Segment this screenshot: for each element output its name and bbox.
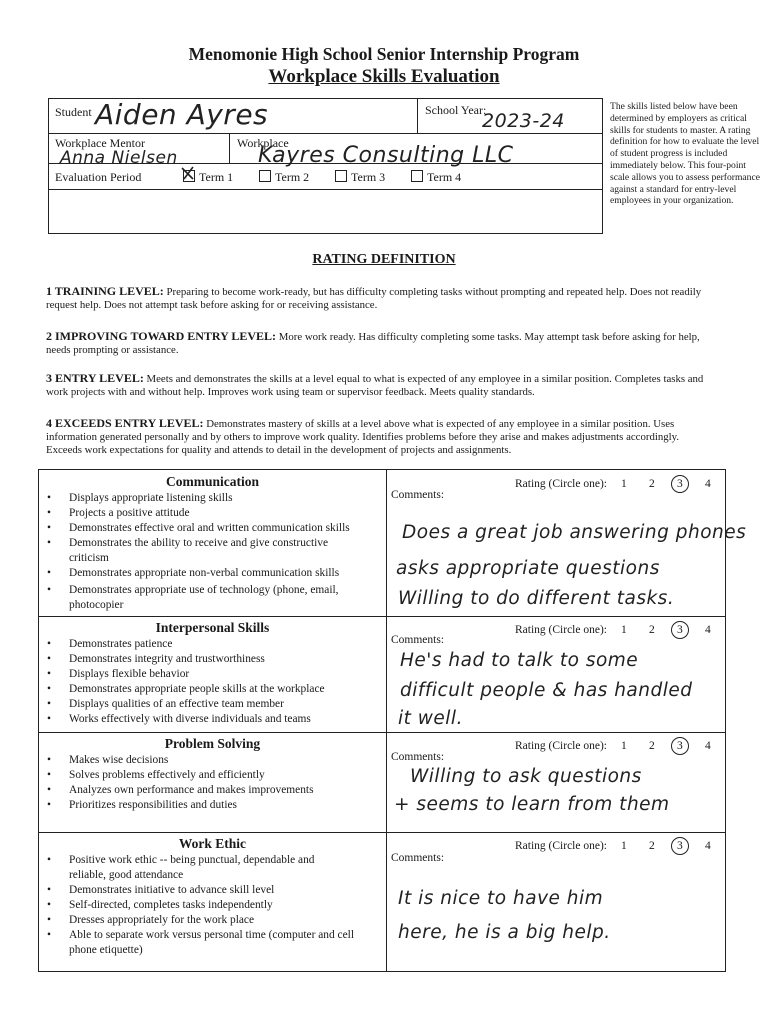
rating-option-4[interactable]: 4 [704,740,711,752]
school-year-value: 2023-24 [482,110,565,132]
program-title: Menomonie High School Senior Internship Program [188,44,580,64]
comment-line: asks appropriate questions [396,558,660,579]
comment-line: it well. [398,708,463,729]
rating-option-4[interactable]: 4 [704,478,711,490]
list-item: • Demonstrates integrity and trustworthiness [47,652,387,667]
term-2-label: Term 2 [275,170,310,184]
rating-level-2 [46,330,716,357]
list-item: • Demonstrates appropriate use of technology (phone, email, photocopier [47,583,359,613]
rating-option-3-circled[interactable]: 3 [671,737,689,755]
term-1-option[interactable] [183,170,233,185]
list-item: • Solves problems effectively and efficiently [47,768,387,783]
rating-option-1[interactable]: 1 [620,478,627,490]
workplace-label: Workplace [237,136,289,150]
rating-option-2[interactable]: 2 [648,740,655,752]
rating-level-1 [46,285,716,312]
evaluation-period-label: Evaluation Period [55,170,142,184]
level-1-text: Preparing to become work-ready, but has difficulty completing tasks without prompting and repeated help. Does not readily request help. Does not attempt task before asking for or receiving assistance. [46,286,702,311]
list-item: • Able to separate work versus personal time (computer and cell phone etiquette) [47,928,369,958]
communication-rating[interactable] [515,475,722,493]
term-2-checkbox[interactable] [259,170,271,182]
list-item: • Demonstrates initiative to advance skill level [47,883,387,898]
list-item: • Displays qualities of an effective team member [47,697,387,712]
list-item: • Analyzes own performance and makes improvements [47,783,387,798]
level-4-heading: 4 EXCEEDS ENTRY LEVEL: [46,416,204,430]
list-item: • Displays flexible behavior [47,667,387,682]
rating-label: Rating (Circle one): [515,478,607,490]
interpersonal-rating[interactable] [515,621,722,639]
comment-line: Willing to ask questions [410,766,642,787]
rating-option-3-circled[interactable]: 3 [671,475,689,493]
rating-option-4[interactable]: 4 [704,624,711,636]
communication-list [47,491,387,613]
list-item: • Demonstrates the ability to receive and give constructive criticism [47,536,344,566]
list-item: • Demonstrates appropriate non-verbal communication skills [47,566,387,581]
comment-line: here, he is a big help. [398,922,611,943]
level-1-heading: 1 TRAINING LEVEL: [46,284,164,298]
rating-option-1[interactable]: 1 [620,624,627,636]
work-ethic-rating[interactable] [515,837,722,855]
term-3-option[interactable] [335,170,385,185]
comment-line: He's had to talk to some [400,650,639,671]
student-label: Student [55,105,92,119]
rating-label: Rating (Circle one): [515,840,607,852]
list-item: • Works effectively with diverse individuals and teams [47,712,387,727]
list-item: • Demonstrates patience [47,637,387,652]
rating-level-3 [46,372,716,399]
rating-option-2[interactable]: 2 [648,624,655,636]
term-3-label: Term 3 [351,170,386,184]
level-2-text: More work ready. Has difficulty completing some tasks. May attempt task before asking for help, needs prompting or assistance. [46,331,700,356]
mentor-label: Workplace Mentor [55,136,145,150]
work-ethic-title: Work Ethic [178,836,247,851]
skills-table [38,469,726,972]
term-4-option[interactable] [411,170,461,185]
mentor-name-value: Anna Nielsen [60,148,178,168]
school-year-label: School Year: [425,103,487,117]
workplace-value: Kayres Consulting LLC [258,143,514,168]
problem-solving-comments-label: Comments: [391,751,445,763]
checkmark-icon [181,166,195,180]
list-item: • Positive work ethic -- being punctual, dependable and reliable, good attendance [47,853,339,883]
list-item: • Makes wise decisions [47,753,387,768]
work-ethic-comments-label: Comments: [391,852,445,864]
list-item: • Prioritizes responsibilities and duties [47,798,387,813]
term-4-checkbox[interactable] [411,170,423,182]
level-3-text: Meets and demonstrates the skills at a level equal to what is expected of any employee in a similar position. Completes tasks and work projects with and without help. Improves work using team or supervisor feedback. Meets quality standards. [46,373,704,398]
comment-line: + seems to learn from them [394,794,670,815]
comment-line: It is nice to have him [398,888,604,909]
interpersonal-list [47,637,387,727]
list-item: • Displays appropriate listening skills [47,491,387,506]
communication-title: Communication [165,474,259,489]
rating-option-1[interactable]: 1 [620,840,627,852]
interpersonal-comments-label: Comments: [391,634,445,646]
communication-comments-label: Comments: [391,489,445,501]
form-title: Workplace Skills Evaluation [268,66,500,87]
rating-label: Rating (Circle one): [515,624,607,636]
list-item: • Projects a positive attitude [47,506,387,521]
term-1-checkbox[interactable] [183,170,195,182]
comment-line: difficult people & has handled [400,680,693,701]
rating-option-2[interactable]: 2 [648,840,655,852]
rating-label: Rating (Circle one): [515,740,607,752]
rating-option-1[interactable]: 1 [620,740,627,752]
problem-solving-title: Problem Solving [164,736,261,751]
problem-solving-list [47,753,387,813]
comment-line: Does a great job answering phones [402,522,747,543]
level-2-heading: 2 IMPROVING TOWARD ENTRY LEVEL: [46,329,277,343]
list-item: • Dresses appropriately for the work place [47,913,387,928]
comment-line: Willing to do different tasks. [398,588,675,609]
list-item: • Self-directed, completes tasks independently [47,898,387,913]
rating-option-3-circled[interactable]: 3 [671,621,689,639]
term-3-checkbox[interactable] [335,170,347,182]
term-4-label: Term 4 [427,170,462,184]
term-1-label: Term 1 [199,170,234,184]
interpersonal-title: Interpersonal Skills [155,620,270,635]
work-ethic-list [47,853,387,958]
level-3-heading: 3 ENTRY LEVEL: [46,371,144,385]
rating-option-4[interactable]: 4 [704,840,711,852]
level-4-text: Demonstrates mastery of skills at a level above what is expected of any employee in a similar position. Uses information generated personally and by others to improve work quality. Identifies problems before they arise and makes adjustments accordingly. Exceeds work expectations for quality and attends to detail in the development of projects and assignments. [46,418,680,456]
list-item: • Demonstrates effective oral and written communication skills [47,521,387,536]
student-name-value: Aiden Ayres [95,98,269,131]
list-item: • Demonstrates appropriate people skills at the workplace [47,682,387,697]
rating-level-4 [46,417,716,457]
rating-definition-title: RATING DEFINITION [312,252,456,267]
rating-option-2[interactable]: 2 [648,478,655,490]
instructions-note: The skills listed below have been determined by employers as critical skills for students to master. A rating definition for how to evaluate the level of student progress is included immediately below. This four-point scale allows you to assess performance against a standard for entry-level employees in your organization. [610,101,760,207]
rating-option-3-circled[interactable]: 3 [671,837,689,855]
term-2-option[interactable] [259,170,309,185]
problem-solving-rating[interactable] [515,737,722,755]
